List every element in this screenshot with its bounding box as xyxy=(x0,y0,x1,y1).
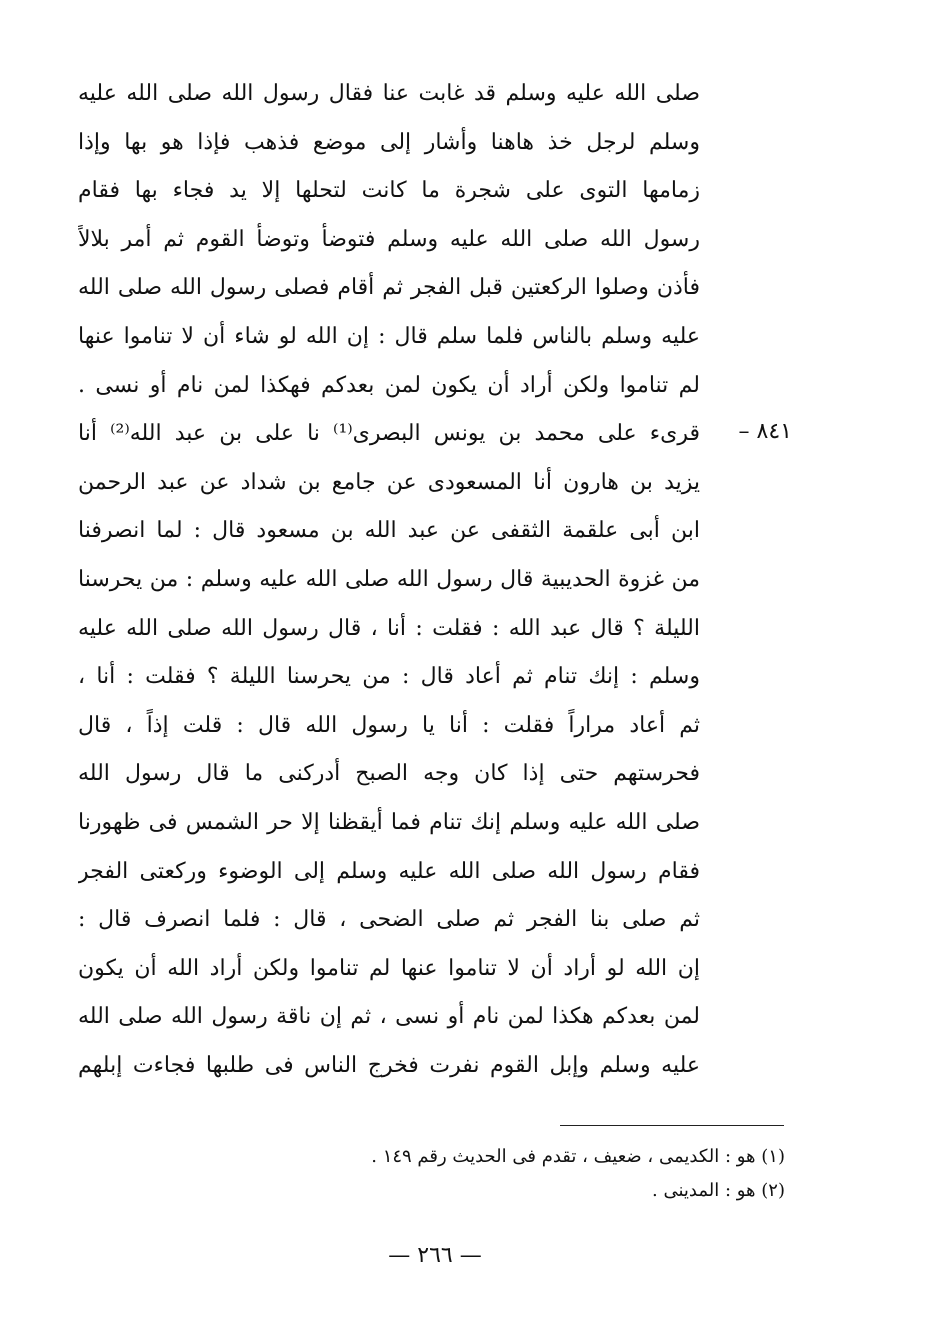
text-line: قرىء على محمد بن يونس البصرى⁽¹⁾ نا على بن عبد الله⁽²⁾ أنا xyxy=(78,421,700,447)
text-line: وسلم : إنك تنام ثم أعاد قال : من يحرسنا الليلة ؟ فقلت : أنا ، xyxy=(78,664,700,690)
text-line: يزيد بن هارون أنا المسعودى عن جامع بن شداد عن عبد الرحمن xyxy=(78,469,700,495)
text-line: إن الله لو أراد أن لا تناموا عنها لم تناموا ولكن أراد الله أن يكون xyxy=(78,955,700,981)
text-line: صلى الله عليه وسلم قد غابت عنا فقال رسول الله صلى الله عليه xyxy=(78,81,700,106)
text-line: فقام رسول الله صلى الله عليه وسلم إلى الوضوء وركعتى الفجر xyxy=(78,858,700,884)
footnotes xyxy=(260,1140,785,1208)
hadith-number: ٨٤١ – xyxy=(738,419,792,444)
text-line: صلى الله عليه وسلم إنك تنام فما أيقظنا إلا حر الشمس فى ظهورنا xyxy=(78,809,700,835)
text-line: عليه وسلم وإبل القوم نفرت فخرج الناس فى طلبها فجاءت إبلهم xyxy=(78,1052,700,1078)
text-line: عليه وسلم بالناس فلما سلم قال : إن الله لو شاء أن لا تناموا عنها xyxy=(78,323,700,349)
main-text xyxy=(78,70,700,1090)
text-line: لم تناموا ولكن أراد أن يكون لمن بعدكم فهكذا لمن نام أو نسى . xyxy=(78,372,700,398)
footnote: (٢) هو : المدينى . xyxy=(652,1180,785,1201)
text-line: وسلم لرجل خذ هاهنا وأشار إلى موضع فذهب فإذا هو بها وإذا xyxy=(78,129,700,155)
text-line: فحرستهم حتى إذا كان وجه الصبح أدركنى ما قال رسول الله xyxy=(78,761,700,787)
text-line: فأذن وصلوا الركعتين قبل الفجر ثم أقام فصلى رسول الله صلى الله xyxy=(78,275,700,301)
text-line: ثم صلى بنا الفجر ثم صلى الضحى ، قال : فلما انصرف قال : xyxy=(78,907,700,933)
text-line: الليلة ؟ قال عبد الله : فقلت : أنا ، قال رسول الله صلى الله عليه xyxy=(78,615,700,641)
text-line: رسول الله صلى الله عليه وسلم فتوضأ وتوضأ القوم ثم أمر بلالاً xyxy=(78,226,700,252)
footnote: (١) هو : الكديمى ، ضعيف ، تقدم فى الحديث رقم ١٤٩ . xyxy=(371,1146,785,1167)
text-line: ابن أبى علقمة الثقفى عن عبد الله بن مسعود قال : لما انصرفنا xyxy=(78,518,700,544)
text-line: من غزوة الحديبية قال رسول الله صلى الله عليه وسلم : من يحرسنا xyxy=(78,566,700,592)
text-line: زمامها التوى على شجرة ما كانت لتحلها إلا يد فجاء بها فقام xyxy=(78,178,700,204)
text-line: ثم أعاد مراراً فقلت : أنا يا رسول الله قال : قلت إذاً ، قال xyxy=(78,712,700,738)
page-number: — ٢٦٦ — xyxy=(388,1243,482,1268)
text-line: لمن بعدكم هكذا لمن نام أو نسى ، ثم إن ناقة رسول الله صلى الله xyxy=(78,1004,700,1030)
footnote-divider xyxy=(560,1125,784,1126)
